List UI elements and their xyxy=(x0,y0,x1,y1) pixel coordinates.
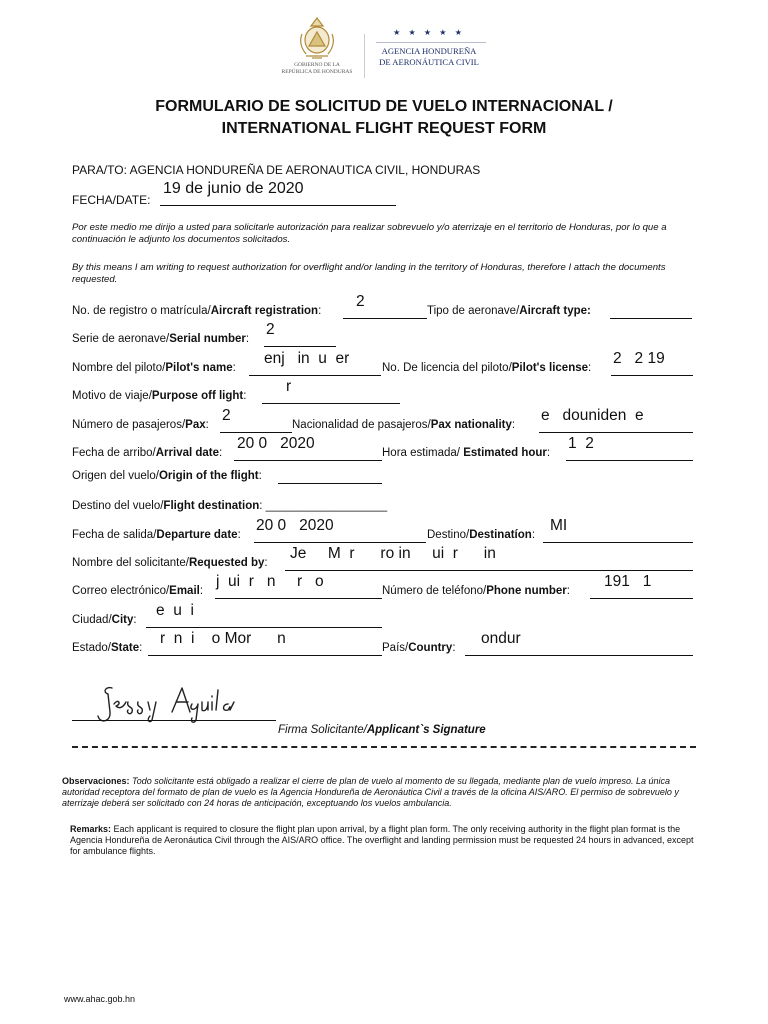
dashed-separator xyxy=(72,746,696,748)
intro-spanish: Por este medio me dirijo a usted para solicitarle autorización para realizar sobrevuelo y/o aterrizaje en el territorio de Honduras, por lo que a continuación le adjunto los documentos solicitados. xyxy=(72,222,667,245)
estimated-hour-underline xyxy=(566,460,693,461)
city-underline xyxy=(146,627,382,628)
pax-underline xyxy=(220,432,292,433)
purpose-value[interactable]: r xyxy=(286,378,292,395)
observaciones-label: Observaciones: xyxy=(62,776,130,786)
destino-value[interactable]: MI xyxy=(550,517,568,534)
pilot-license-value[interactable]: 2 2 19 xyxy=(613,350,665,367)
registration-value[interactable]: 2 xyxy=(356,293,365,310)
estimated-hour-value[interactable]: 1 2 xyxy=(568,435,594,452)
signature-label: Firma Solicitante/Applicant`s Signature xyxy=(278,724,486,736)
arrival-date-value[interactable]: 20 0 2020 xyxy=(237,435,315,452)
serial-label: Serie de aeronave/Serial number: xyxy=(72,333,250,345)
arrival-date-label: Fecha de arribo/Arrival date: xyxy=(72,447,223,459)
government-logo-text xyxy=(276,62,358,76)
stars-icon: ★ ★ ★ ★ ★ xyxy=(393,28,465,37)
purpose-underline xyxy=(262,403,400,404)
pax-label: Número de pasajeros/Pax: xyxy=(72,419,209,431)
pilot-license-label: No. De licencia del piloto/Pilot's license: xyxy=(382,362,592,374)
phone-label: Número de teléfono/Phone number: xyxy=(382,585,570,597)
government-logo xyxy=(276,14,358,82)
phone-underline xyxy=(590,598,693,599)
country-value[interactable]: ondur xyxy=(481,630,521,647)
ahac-text-line2: DE AERONÁUTICA CIVIL xyxy=(379,57,479,67)
observaciones-block xyxy=(62,776,702,809)
logo-divider xyxy=(364,34,365,78)
destino-label: Destino/Destinatíon: xyxy=(427,529,536,541)
state-value[interactable]: r n i o Mor n xyxy=(160,630,286,647)
remarks-label: Remarks: xyxy=(70,824,112,834)
pilot-name-value[interactable]: enj in u er xyxy=(264,350,350,367)
origin-underline xyxy=(278,483,382,484)
estimated-hour-label: Hora estimada/ Estimated hour: xyxy=(382,447,551,459)
departure-date-value[interactable]: 20 0 2020 xyxy=(256,517,334,534)
ahac-logo xyxy=(372,28,486,80)
signature-text xyxy=(92,682,98,683)
footer-url[interactable]: www.ahac.gob.hn xyxy=(64,994,136,1004)
email-label: Correo electrónico/Email: xyxy=(72,585,204,597)
pax-nationality-label: Nacionalidad de pasajeros/Pax nationality: xyxy=(292,419,516,431)
country-label: País/Country: xyxy=(382,642,456,654)
purpose-label: Motivo de viaje/Purpose off light: xyxy=(72,390,247,402)
ahac-text-line1: AGENCIA HONDUREÑA xyxy=(381,46,477,56)
serial-underline xyxy=(264,346,336,347)
registration-underline xyxy=(343,318,427,319)
ahac-logo-text xyxy=(372,46,486,68)
honduras-coat-of-arms-icon xyxy=(276,14,358,62)
pax-value[interactable]: 2 xyxy=(222,407,231,424)
para-to: PARA/TO: AGENCIA HONDUREÑA DE AERONAUTICA CIVIL, HONDURAS xyxy=(72,163,481,177)
pilot-name-underline xyxy=(249,375,381,376)
pax-nationality-underline xyxy=(539,432,693,433)
fecha-underline xyxy=(160,205,396,206)
requested-by-label: Nombre del solicitante/Requested by: xyxy=(72,557,268,569)
pilot-license-underline xyxy=(611,375,693,376)
state-label: Estado/State: xyxy=(72,642,143,654)
pilot-name-label: Nombre del piloto/Pilot's name: xyxy=(72,362,236,374)
fecha-label: FECHA/DATE: xyxy=(72,193,151,207)
serial-value[interactable]: 2 xyxy=(266,321,275,338)
requested-by-underline xyxy=(285,570,693,571)
destino-underline xyxy=(543,542,693,543)
pax-nationality-value[interactable]: e douniden e xyxy=(541,407,644,424)
signature-underline xyxy=(72,720,276,721)
fecha-value[interactable]: 19 de junio de 2020 xyxy=(163,180,304,197)
registration-label: No. de registro o matrícula/Aircraft registration: xyxy=(72,305,322,317)
email-underline xyxy=(215,598,382,599)
departure-date-underline xyxy=(254,542,426,543)
form-title-line1: FORMULARIO DE SOLICITUD DE VUELO INTERNACIONAL / xyxy=(155,98,613,115)
city-value[interactable]: e u i xyxy=(156,602,194,619)
departure-date-label: Fecha de salida/Departure date: xyxy=(72,529,241,541)
observaciones-text: Todo solicitante está obligado a realizar el cierre de plan de vuelo al momento de su llegada, mediante plan de vuelo impreso. La única autoridad receptora del formato de plan de vuelo es la Agencia Hondureña de Aeronáutica Civil a través de la oficina AIS/ARO. El permiso de sobrevuelo y aterrizaje deberá ser solicitado con 24 horas de anticipación, exceptuando los vuelos ambulancia. xyxy=(62,776,679,808)
aircraft-type-underline xyxy=(610,318,692,319)
gov-text-line2: REPÚBLICA DE HONDURAS xyxy=(281,69,353,75)
remarks-text: Each applicant is required to closure the flight plan upon arrival, by a flight plan form. The only receiving authority in the flight plan format is the Agencia Hondureña de Aeronáutica Civil through the AIS/ARO office. The overflight and landing permission must be requested 24 hours in advanced, except for ambulance flights. xyxy=(70,824,694,856)
email-value[interactable]: j ui r n r o xyxy=(216,573,324,590)
gov-text-line1: GOBIERNO DE LA xyxy=(294,62,340,68)
city-label: Ciudad/City: xyxy=(72,614,137,626)
intro-english: By this means I am writing to request authorization for overflight and/or landing in the territory of Honduras, therefore I attach the documents requested. xyxy=(72,262,666,285)
aircraft-type-label: Tipo de aeronave/Aircraft type: xyxy=(427,305,591,317)
remarks-block xyxy=(70,824,702,857)
destination-label: Destino del vuelo/Flight destination: ___________________ xyxy=(72,500,388,512)
state-underline xyxy=(148,655,382,656)
country-underline xyxy=(465,655,693,656)
form-title-line2: INTERNATIONAL FLIGHT REQUEST FORM xyxy=(221,120,547,137)
origin-label: Origen del vuelo/Origin of the flight: xyxy=(72,470,262,482)
arrival-date-underline xyxy=(234,460,382,461)
ahac-logo-rule xyxy=(376,42,486,43)
phone-value[interactable]: 191 1 xyxy=(604,573,652,590)
requested-by-value[interactable]: Je M r ro in ui r in xyxy=(290,545,496,562)
